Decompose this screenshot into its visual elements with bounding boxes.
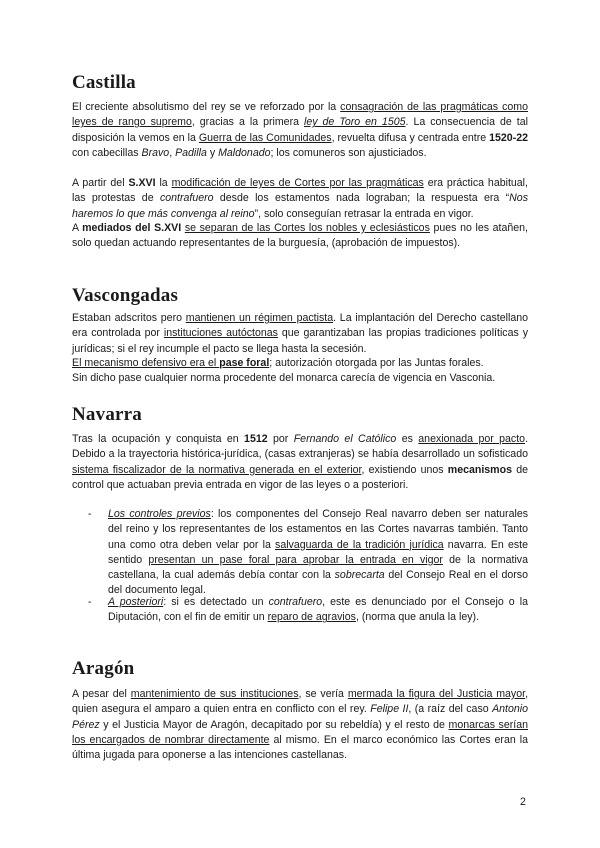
underlined-italic-text: ley de Toro en 1505 <box>304 116 406 129</box>
text: , se vería <box>298 688 348 700</box>
text: , revuelta difusa y centrada entre <box>331 131 490 144</box>
text: , este es denunciado por el Consejo o la Diputación, con el fin de emitir un <box>108 596 528 624</box>
italic-text: contrafuero <box>159 192 214 205</box>
underlined-text: mantenimiento de sus instituciones <box>130 688 299 700</box>
italic-text: Maldonado <box>218 146 271 159</box>
underlined-text: mermada la figura del Justicia mayor <box>347 688 526 700</box>
underlined-text: sistema fiscalizador de la normativa generada en el exterior <box>72 463 362 476</box>
bold-text: mecanismos <box>447 463 512 476</box>
underlined-text: instituciones autóctonas <box>163 327 278 340</box>
text: , (a raíz del caso <box>408 703 493 716</box>
underlined-text: monarcas serían los encargados de nombrar directamente <box>72 718 529 746</box>
underlined-text: presentan un pase foral para aprobar la entrada en vigor <box>148 553 443 566</box>
text: ; los comuneros son ajusticiados. <box>270 146 427 159</box>
italic-text: sobrecarta <box>334 569 385 582</box>
italic-text: contrafuero <box>268 596 323 608</box>
underlined-text: consagración de las pragmáticas como leyes de rango supremo <box>72 101 528 129</box>
text: de control que actuaban previa entrada en vigor de las leyes o a posteriori. <box>72 463 528 491</box>
vascongadas-paragraph-1 <box>72 311 528 357</box>
castilla-paragraph-3 <box>72 221 528 252</box>
page-number: 2 <box>520 796 526 808</box>
list-dash: - <box>88 596 92 608</box>
underlined-text: salvaguarda de la tradición jurídica <box>275 538 444 551</box>
text: y <box>206 146 219 159</box>
text: , (norma que anula la ley). <box>355 611 480 624</box>
text: , existiendo unos <box>361 463 448 476</box>
text: A <box>72 222 83 234</box>
text: por <box>267 433 294 445</box>
italic-text: Nos haremos lo que más convenga al reino <box>72 192 528 220</box>
italic-text: Fernando el Católico <box>293 433 397 445</box>
text: desde los estamentos nada lograban; la respuesta era “ <box>213 192 510 205</box>
vascongadas-paragraph-3: Sin dicho pase cualquier norma procedente del monarca carecía de vigencia en Vasconia. <box>72 372 496 384</box>
bold-text: mediados del S.XVI <box>82 222 182 234</box>
italic-text: Bravo <box>141 146 170 159</box>
underlined-text: reparo de agravios <box>267 611 356 624</box>
bold-text: S.XVI <box>128 177 156 189</box>
text: A pesar del <box>72 688 131 700</box>
underlined-text: Guerra de las Comunidades <box>198 131 332 144</box>
underlined-text: mantienen un régimen pactista <box>185 312 334 324</box>
underlined-text: El mecanismo defensivo era el <box>72 357 220 369</box>
text: con cabecillas <box>72 146 142 159</box>
bold-text: 1520-22 <box>489 131 529 144</box>
castilla-paragraph-1 <box>72 100 528 161</box>
text: pues no les atañen, solo quedan actuando representantes de la burguesía, (aprobación de impuestos). <box>72 222 528 250</box>
text: ”, solo conseguían retrasar la entrada en vigor. <box>254 207 474 220</box>
text: al mismo. En el marco económico las Cortes eran la última jugada para oponerse a las intenciones castellanas. <box>72 733 529 762</box>
text: : si es detectado un <box>163 596 269 608</box>
underlined-italic-text: A posteriori <box>108 596 164 608</box>
bold-text: 1512 <box>244 433 268 445</box>
vascongadas-paragraph-2 <box>72 356 528 371</box>
text: que garantizaban las propias tradiciones políticas y jurídicas; si el rey incumple el pacto se llega hasta la secesión. <box>72 327 528 355</box>
underlined-italic-text: Los controles previos <box>108 508 211 520</box>
aragon-paragraph-1 <box>72 687 528 763</box>
text: . La implantación del Derecho castellano era controlada por <box>72 312 528 340</box>
italic-text: Padilla <box>175 146 207 159</box>
list-item <box>88 595 528 626</box>
list-dash: - <box>88 508 92 520</box>
heading-vascongadas: Vascongadas <box>72 285 179 306</box>
text: , gracias a la primera <box>191 116 304 129</box>
text: , <box>169 146 176 159</box>
text: El creciente absolutismo del rey se ve reforzado por la <box>72 101 341 113</box>
heading-aragon: Aragón <box>72 658 135 679</box>
text: del Consejo Real en el dorso del documento legal. <box>108 569 529 597</box>
underlined-text: anexionada por pacto <box>418 433 526 445</box>
underlined-bold-text: pase foral <box>219 357 270 369</box>
text: . La consecuencia de tal disposición la vemos en la <box>72 116 528 144</box>
castilla-paragraph-2 <box>72 176 528 222</box>
text: es <box>396 433 419 445</box>
text: de la normativa castellana, la cual además debía contar con la <box>108 553 528 582</box>
heading-castilla: Castilla <box>72 72 136 93</box>
heading-navarra: Navarra <box>72 404 142 425</box>
text: era práctica habitual, las protestas de <box>72 177 528 205</box>
text: Estaban adscritos pero <box>72 312 186 324</box>
text: Tras la ocupación y conquista en <box>72 433 245 445</box>
underlined-text: modificación de leyes de Cortes por las pragmáticas <box>171 177 424 189</box>
text: la <box>155 177 172 189</box>
text: y el Justicia Mayor de Aragón, decapitado por su rebeldía) y el resto de <box>99 718 449 731</box>
text: A partir del <box>72 177 129 189</box>
text: : los componentes del Consejo Real navarro deben ser naturales del reino y los representantes de los estamentos en las Cortes navarras también. Tanto una como otra deben velar por la <box>108 508 529 551</box>
underlined-text: se separan de las Cortes los nobles y eclesiásticos <box>184 222 430 234</box>
text: navarra. En este sentido <box>108 538 528 566</box>
list-item <box>88 507 529 599</box>
text: , quien asegura el amparo a quien entra en conflicto con el rey. <box>72 688 529 716</box>
italic-text: Felipe II <box>370 703 409 716</box>
text: ; autorización otorgada por las Juntas forales. <box>269 357 484 369</box>
italic-text: Antonio Pérez <box>72 703 528 731</box>
text: . Debido a la trayectoria histórica-jurídica, (casas extranjeras) se había desarrollado un sofisticado <box>72 433 529 461</box>
navarra-paragraph-1 <box>72 432 528 493</box>
